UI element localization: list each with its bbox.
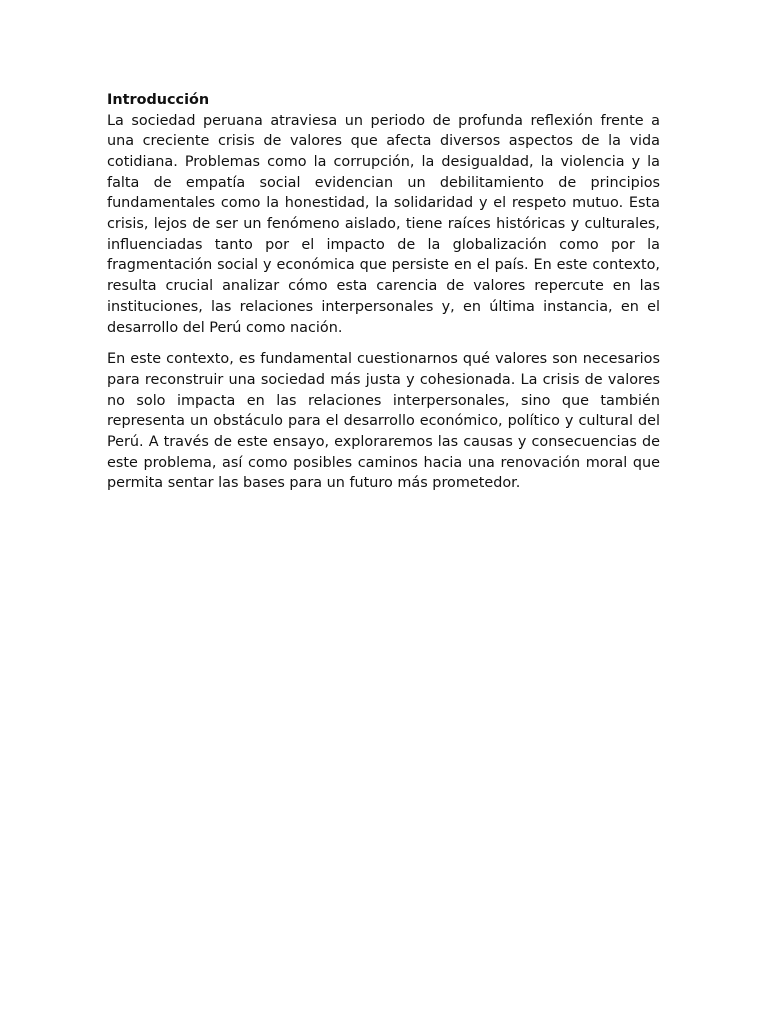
paragraph-1: La sociedad peruana atraviesa un periodo de profunda reflexión frente a una creciente crisis de valores que afecta diversos aspectos de la vida cotidiana. Problemas como la corrupción, la desigualdad, la violencia y la falta de empatía social evidencian un debilitamiento de principios fundamentales como la honestidad, la solidaridad y el respeto mutuo. Esta crisis, lejos de ser un fenómeno aislado, tiene raíces históricas y culturales, influenciadas tanto por el impacto de la globalización como por la fragmentación social y económica que persiste en el país. En este contexto, resulta crucial analizar cómo esta carencia de valores repercute en las instituciones, las relaciones interpersonales y, en última instancia, en el desarrollo del Perú como nación. bbox=[107, 112, 660, 336]
section-heading: Introducción bbox=[107, 92, 210, 108]
document-page bbox=[107, 90, 660, 494]
paragraph-2: En este contexto, es fundamental cuestionarnos qué valores son necesarios para reconstruir una sociedad más justa y cohesionada. La crisis de valores no solo impacta en las relaciones interpersonales, sino que también representa un obstáculo para el desarrollo económico, político y cultural del Perú. A través de este ensayo, exploraremos las causas y consecuencias de este problema, así como posibles caminos hacia una renovación moral que permita sentar las bases para un futuro más prometedor. bbox=[107, 351, 660, 492]
